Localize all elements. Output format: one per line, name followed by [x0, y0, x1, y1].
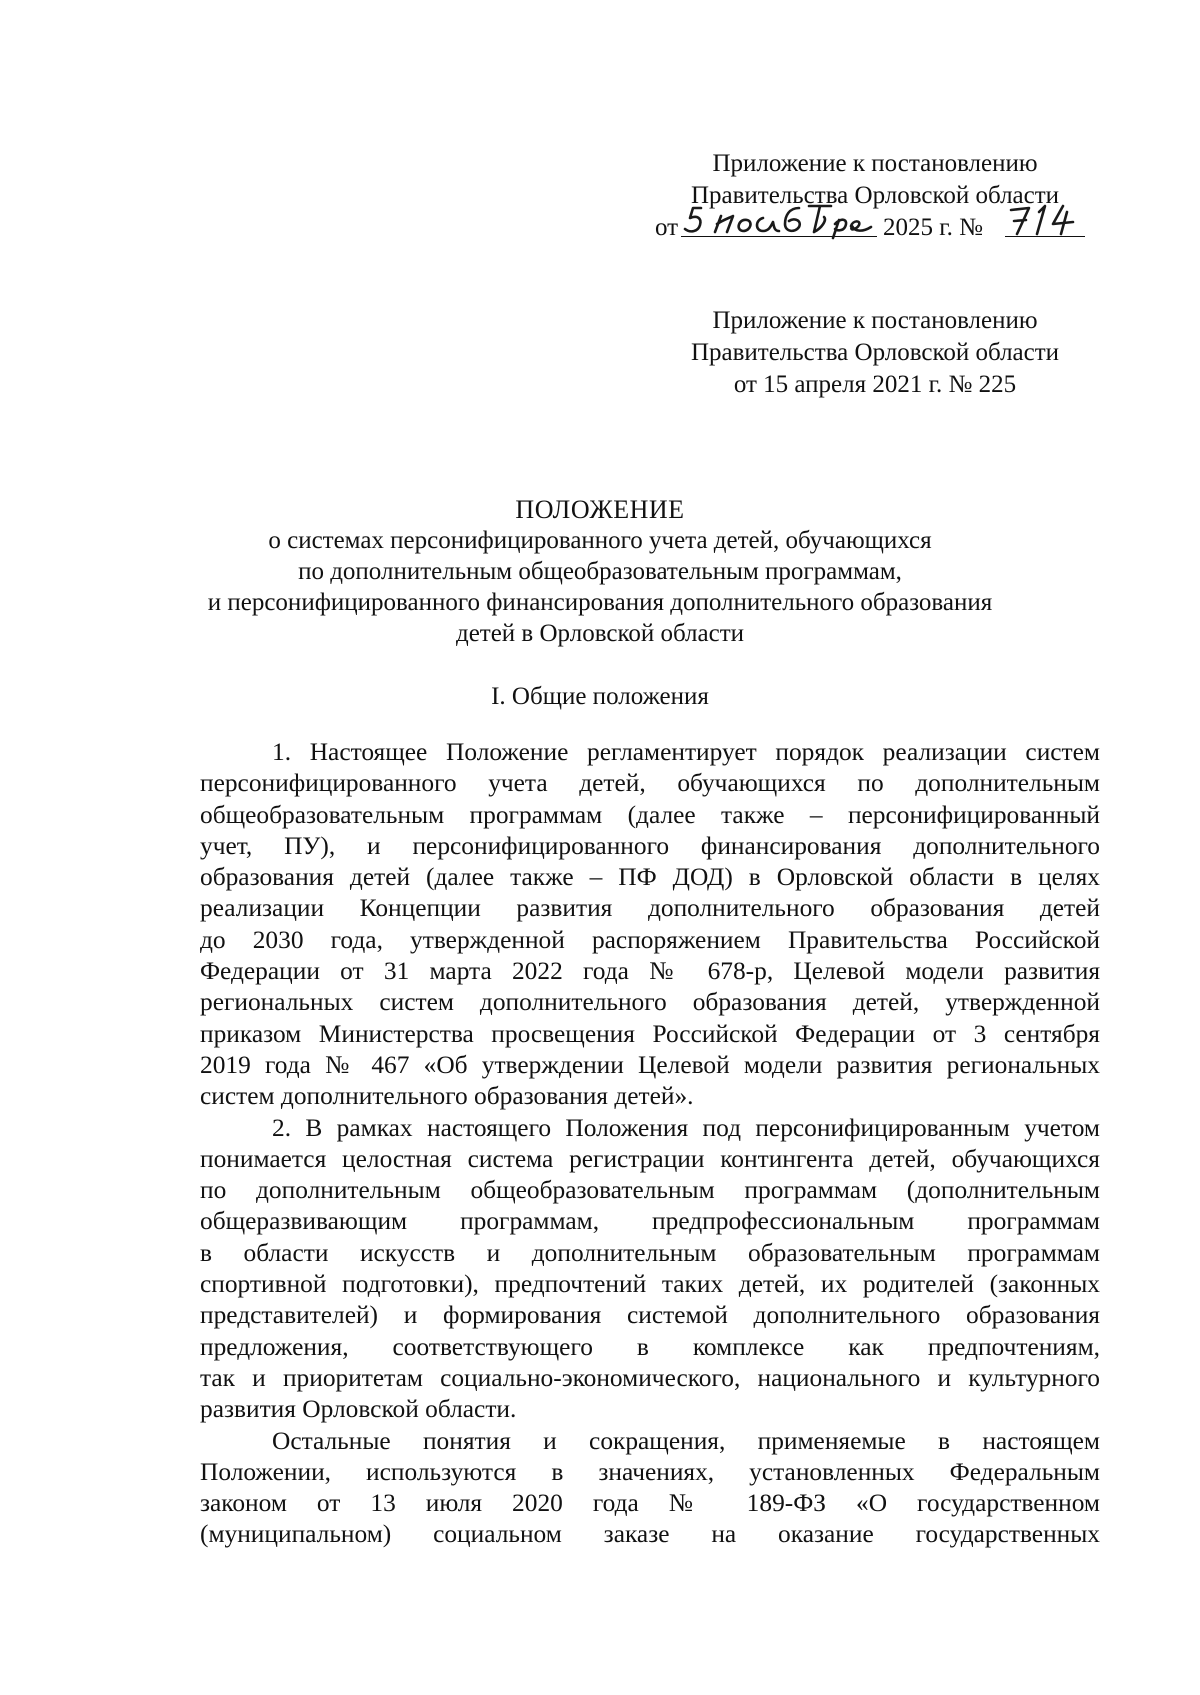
- text-line: систем дополнительного образования детей».: [200, 1082, 694, 1111]
- title-line: по дополнительным общеобразовательным программам,: [298, 558, 902, 585]
- appendix-new-date-line: [655, 212, 1095, 246]
- section-heading: I. Общие положения: [491, 683, 709, 710]
- text-line: общеразвивающим программам, предпрофессиональным программам: [200, 1207, 1100, 1236]
- handwritten-date: [681, 202, 877, 237]
- text-line: персонифицированного учета детей, обучающихся по дополнительным: [200, 769, 1100, 798]
- text-line: предложения, соответствующего в комплексе как предпочтениям,: [200, 1332, 1100, 1361]
- paragraph-1: [200, 737, 1100, 1113]
- appendix-new-line1: Приложение к постановлению: [712, 150, 1038, 177]
- text-line: образования детей (далее также – ПФ ДОД) в Орловской области в целях: [200, 863, 1100, 892]
- appendix-new-line2: Правительства Орловской области: [690, 182, 1060, 209]
- text-line: по дополнительным общеобразовательным программам (дополнительным: [200, 1176, 1100, 1205]
- paragraph-3: [200, 1426, 1100, 1551]
- handwritten-date-signature: [681, 202, 877, 236]
- appendix-header-new: [655, 148, 1095, 246]
- handwritten-number-signature: [1005, 202, 1085, 236]
- appendix-old-line1: Приложение к постановлению: [712, 307, 1038, 334]
- text-line: понимается целостная система регистрации контингента детей, обучающихся: [200, 1144, 1100, 1173]
- text-line: так и приоритетам социально-экономического, национального и культурного: [200, 1363, 1100, 1392]
- paragraph-2: [200, 1113, 1100, 1426]
- text-line: в области искусств и дополнительным образовательным программам: [200, 1238, 1100, 1267]
- document-title: [180, 494, 1020, 649]
- appendix-header-old: [655, 305, 1095, 401]
- text-line: региональных систем дополнительного образования детей, утвержденной: [200, 988, 1100, 1017]
- text-line: реализации Концепции развития дополнительного образования детей: [200, 894, 1100, 923]
- appendix-old-line3: от 15 апреля 2021 г. № 225: [733, 371, 1017, 398]
- text-line: развития Орловской области.: [200, 1395, 517, 1424]
- text-line: 2019 года № 467 «Об утверждении Целевой модели развития региональных: [200, 1050, 1100, 1079]
- text-line: до 2030 года, утвержденной распоряжением Правительства Российской: [200, 925, 1100, 954]
- title-main: ПОЛОЖЕНИЕ: [515, 495, 685, 524]
- date-prefix: от: [655, 214, 679, 241]
- appendix-old-line2: Правительства Орловской области: [690, 339, 1060, 366]
- text-line: (муниципальном) социальном заказе на оказание государственных: [200, 1520, 1100, 1549]
- title-line: и персонифицированного финансирования дополнительного образования: [207, 589, 993, 616]
- text-line: 2. В рамках настоящего Положения под персонифицированным учетом: [272, 1113, 1100, 1142]
- text-line: законом от 13 июля 2020 года № 189-ФЗ «О государственном: [200, 1489, 1100, 1518]
- text-line: спортивной подготовки), предпочтений таких детей, их родителей (законных: [200, 1270, 1100, 1299]
- document-body: [200, 737, 1100, 1551]
- text-line: представителей) и формирования системой дополнительного образования: [200, 1301, 1100, 1330]
- text-line: приказом Министерства просвещения Российской Федерации от 3 сентября: [200, 1019, 1100, 1048]
- date-year: 2025 г. №: [883, 214, 984, 241]
- text-line: Остальные понятия и сокращения, применяемые в настоящем: [272, 1426, 1100, 1455]
- text-line: Федерации от 31 марта 2022 года № 678-р, Целевой модели развития: [200, 957, 1100, 986]
- title-line: о системах персонифицированного учета детей, обучающихся: [268, 527, 932, 554]
- text-line: учет, ПУ), и персонифицированного финансирования дополнительного: [200, 831, 1100, 860]
- text-line: Положении, используются в значениях, установленных Федеральным: [200, 1457, 1100, 1486]
- text-line: 1. Настоящее Положение регламентирует порядок реализации систем: [272, 738, 1100, 766]
- text-line: общеобразовательным программам (далее также – персонифицированный: [200, 800, 1100, 829]
- handwritten-number: [1005, 202, 1085, 237]
- title-line: детей в Орловской области: [455, 620, 745, 647]
